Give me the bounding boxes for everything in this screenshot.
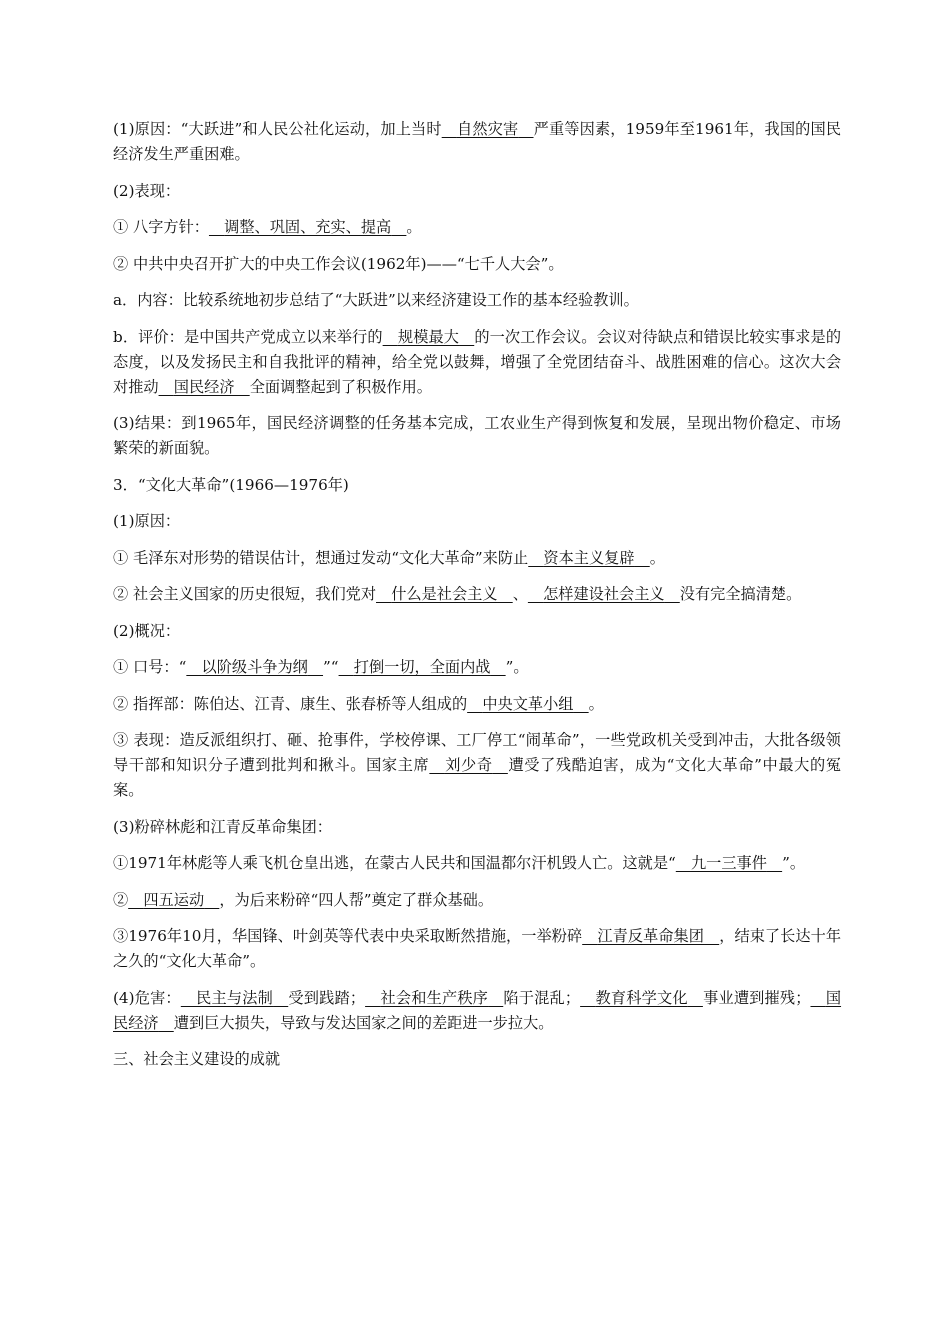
section-heading-achievements: 三、社会主义建设的成就 bbox=[113, 1050, 281, 1068]
fill-blank: 什么是社会主义 bbox=[391, 585, 498, 603]
paragraph-lin-biao: ①1971年林彪等人乘飞机仓皇出逃，在蒙古人民共和国温都尔汗机毁人亡。这就是“ 九一三事件 ”。 bbox=[113, 854, 806, 872]
paragraph-command: ② 指挥部：陈伯达、江青、康生、张春桥等人组成的 中央文革小组 。 bbox=[113, 694, 604, 713]
fill-blank: 中央文革小组 bbox=[482, 694, 574, 713]
document-page bbox=[113, 117, 841, 1084]
fill-blank: 怎样建设社会主义 bbox=[543, 585, 665, 603]
fill-blank: 国民经济 bbox=[173, 377, 235, 396]
paragraph-heading: (2)概况： bbox=[113, 621, 181, 640]
paragraph-content: a．内容：比较系统地初步总结了“大跃进”以来经济建设工作的基本经验教训。 bbox=[113, 291, 639, 309]
paragraph-policy: ① 八字方针： 调整、巩固、充实、提高 。 bbox=[113, 218, 422, 236]
paragraph-heading: (1)原因： bbox=[113, 512, 181, 530]
paragraph-heading: (2)表现： bbox=[113, 181, 181, 200]
fill-blank: 民主与法制 bbox=[196, 988, 274, 1007]
section-heading-cultural-revolution: 3．“文化大革命”(1966—1976年) bbox=[113, 475, 349, 494]
paragraph-gang-of-four: ③1976年10月，华国锋、叶剑英等代表中央采取断然措施，一举粉碎 江青反革命集团 ，结束了长达十年之久的“文化大革命”。 bbox=[113, 927, 842, 970]
paragraph-evaluation: b．评价：是中国共产党成立以来举行的 规模最大 的一次工作会议。会议对待缺点和错误比较实事求是的态度，以及发扬民主和自我批评的精神，给全党以鼓舞，增强了全党团结奋斗、战胜困难的信心。这次大会对推动 国民经济 全面调整起到了积极作用。 bbox=[113, 327, 842, 396]
paragraph-meeting: ② 中共中央召开扩大的中央工作会议(1962年)——“七千人大会”。 bbox=[113, 254, 564, 273]
fill-blank: 打倒一切，全面内战 bbox=[353, 658, 491, 676]
paragraph-result: (3)结果：到1965年，国民经济调整的任务基本完成，工农业生产得到恢复和发展，呈现出物价稳定、市场繁荣的新面貌。 bbox=[113, 414, 841, 457]
fill-blank: 自然灾害 bbox=[456, 120, 519, 138]
fill-blank: 国民经济 bbox=[113, 988, 842, 1032]
fill-blank: 江青反革命集团 bbox=[597, 927, 705, 945]
paragraph-harm: (4)危害： 民主与法制 受到践踏； 社会和生产秩序 陷于混乱； 教育科学文化 事业遭到摧残； 国民经济 遭到巨大损失，导致与发达国家之间的差距进一步拉大。 bbox=[113, 988, 842, 1032]
fill-blank: 规模最大 bbox=[397, 327, 460, 346]
paragraph-slogan: ① 口号：“ 以阶级斗争为纲 ”“ 打倒一切，全面内战 ”。 bbox=[113, 658, 529, 676]
paragraph-cause-2: ② 社会主义国家的历史很短，我们党对 什么是社会主义 、 怎样建设社会主义 没有完全搞清楚。 bbox=[113, 585, 802, 603]
paragraph-april-fifth: ② 四五运动 ，为后来粉碎“四人帮”奠定了群众基础。 bbox=[113, 890, 494, 909]
paragraph-heading: (3)粉碎林彪和江青反革命集团： bbox=[113, 817, 332, 836]
paragraph-cause: (1)原因：“大跃进”和人民公社化运动，加上当时 自然灾害 严重等因素，1959年至1961年，我国的国民经济发生严重困难。 bbox=[113, 120, 842, 163]
fill-blank: 资本主义复辟 bbox=[543, 548, 635, 567]
paragraph-cause-1: ① 毛泽东对形势的错误估计，想通过发动“文化大革命”来防止 资本主义复辟 。 bbox=[113, 548, 665, 567]
fill-blank: 以阶级斗争为纲 bbox=[201, 658, 308, 676]
fill-blank: 刘少奇 bbox=[444, 756, 493, 774]
fill-blank: 教育科学文化 bbox=[595, 988, 688, 1007]
paragraph-performance: ③ 表现：造反派组织打、砸、抢事件，学校停课、工厂停工“闹革命”，一些党政机关受到冲击，大批各级领导干部和知识分子遭到批判和揪斗。国家主席 刘少奇 遭受了残酷迫害，成为“文化大革命”中最大的冤案。 bbox=[113, 731, 842, 799]
fill-blank: 四五运动 bbox=[143, 890, 205, 909]
fill-blank: 社会和生产秩序 bbox=[380, 988, 489, 1007]
fill-blank: 九一三事件 bbox=[690, 854, 767, 872]
fill-blank: 调整、巩固、充实、提高 bbox=[224, 218, 392, 236]
